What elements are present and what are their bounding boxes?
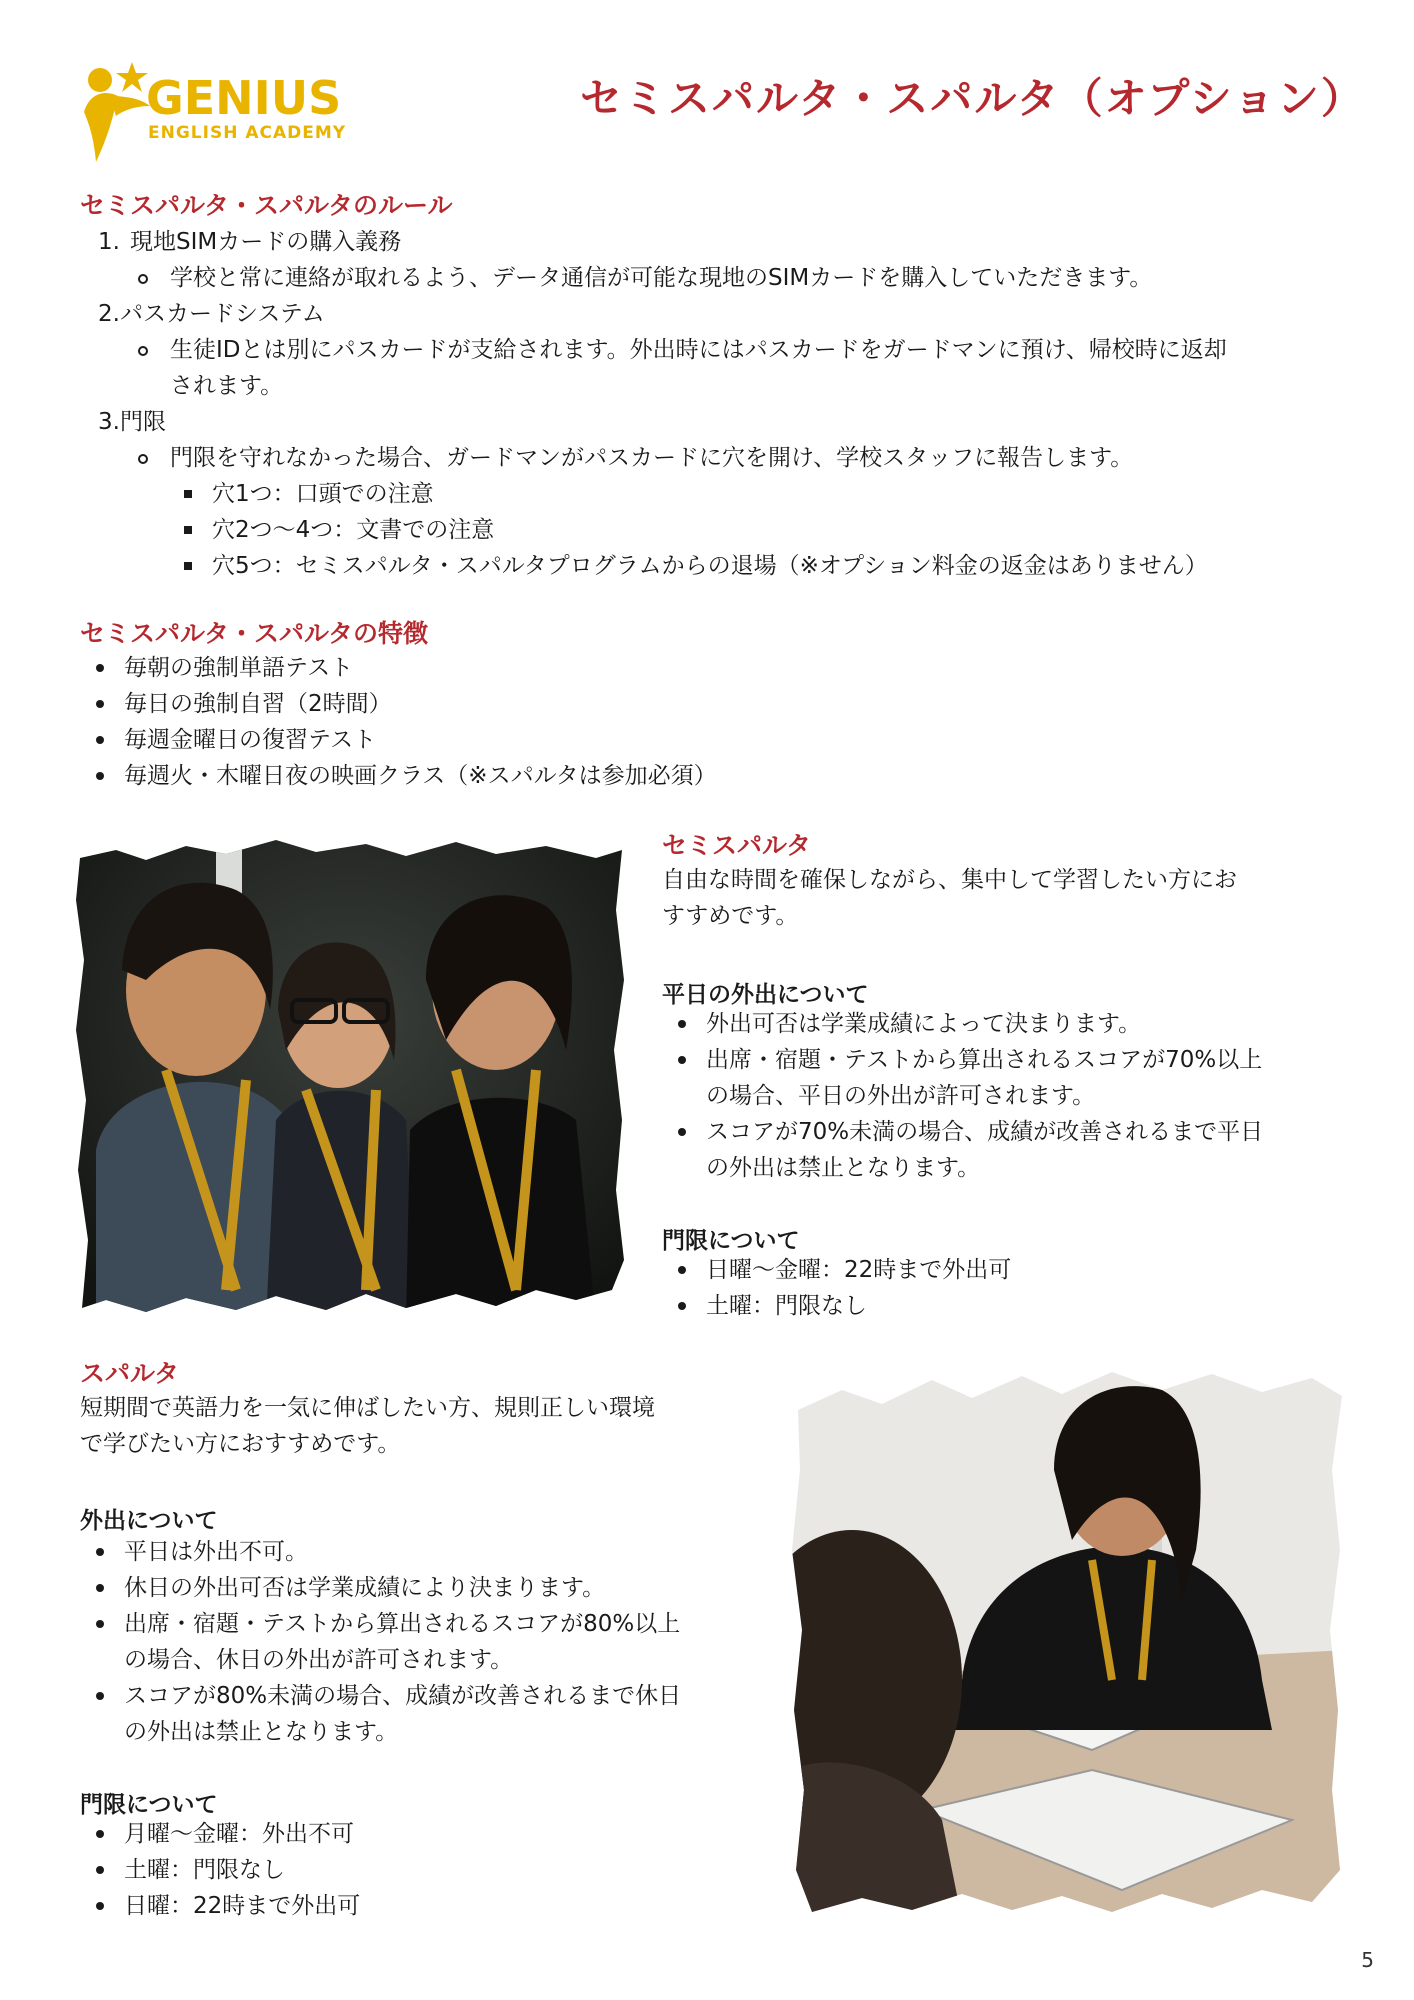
disc-bullet	[96, 1548, 104, 1556]
disc-bullet	[96, 664, 104, 672]
features-list	[80, 650, 880, 794]
rules-heading: セミスパルタ・スパルタのルール	[80, 191, 453, 220]
sparta-outing-text: 出席・宿題・テストから算出されるスコアが80%以上	[124, 1611, 681, 1637]
disc-bullet	[678, 1020, 686, 1028]
rule-subitem-text: 生徒IDとは別にパスカードが支給されます。外出時にはパスカードをガードマンに預け、帰校時に返却	[170, 337, 1227, 363]
sparta-intro	[80, 1390, 800, 1462]
sparta-outing-text: の場合、休日の外出が許可されます。	[124, 1647, 514, 1673]
semi-weekday-item	[662, 1006, 1402, 1042]
students-photo	[76, 820, 626, 1320]
feature-item	[80, 758, 880, 794]
rule-label: パスカードシステム	[120, 301, 325, 327]
sparta-outing-list	[80, 1534, 800, 1750]
rule-subitem	[80, 440, 1400, 476]
logo-name: GENIUS	[146, 71, 342, 125]
disc-bullet	[96, 736, 104, 744]
rule-subsubitem	[80, 548, 1400, 584]
semi-weekday-text: の場合、平日の外出が許可されます。	[706, 1083, 1096, 1109]
sparta-curfew-item	[80, 1816, 800, 1852]
circle-bullet	[138, 346, 148, 356]
disc-bullet	[96, 1584, 104, 1592]
semi-intro-line: すすめです。	[662, 903, 799, 929]
rule-subitem	[80, 260, 1400, 296]
disc-bullet	[96, 1692, 104, 1700]
sparta-curfew-text: 土曜：門限なし	[124, 1857, 285, 1883]
disc-bullet	[678, 1056, 686, 1064]
semi-weekday-item	[662, 1114, 1402, 1186]
circle-bullet	[138, 454, 148, 464]
disc-bullet	[96, 772, 104, 780]
feature-item	[80, 722, 880, 758]
square-bullet	[184, 526, 192, 534]
sparta-intro-line: で学びたい方におすすめです。	[80, 1431, 401, 1457]
rule-label: 門限	[120, 409, 166, 435]
sparta-outing-item	[80, 1534, 800, 1570]
rule-subsubitem-text: 穴1つ：口頭での注意	[212, 481, 434, 507]
rule-subitem	[80, 332, 1400, 404]
semi-curfew-item	[662, 1252, 1402, 1288]
sparta-outing-text: 平日は外出不可。	[124, 1539, 308, 1565]
semi-weekday-heading: 平日の外出について	[662, 982, 869, 1008]
semi-weekday-text: スコアが70%未満の場合、成績が改善されるまで平日	[706, 1119, 1264, 1145]
semi-weekday-text: の外出は禁止となります。	[706, 1155, 981, 1181]
rule-subsubitem	[80, 476, 1400, 512]
disc-bullet	[96, 1866, 104, 1874]
page-title: セミスパルタ・スパルタ（オプション）	[580, 74, 1365, 123]
rule-number: 3.	[98, 409, 120, 435]
logo	[70, 52, 390, 172]
rule-number: 1.	[98, 229, 120, 255]
sparta-outing-text: の外出は禁止となります。	[124, 1719, 399, 1745]
semi-curfew-item	[662, 1288, 1402, 1324]
rule-number: 2.	[98, 301, 120, 327]
sparta-outing-text: スコアが80%未満の場合、成績が改善されるまで休日	[124, 1683, 682, 1709]
rule-item	[80, 296, 1400, 332]
feature-text: 毎日の強制自習（2時間）	[124, 691, 392, 717]
rule-subitem-text: されます。	[170, 373, 284, 399]
page-number: 5	[1361, 1948, 1374, 1972]
semi-weekday-list	[662, 1006, 1402, 1186]
sparta-curfew-text: 月曜〜金曜：外出不可	[124, 1821, 354, 1847]
disc-bullet	[678, 1302, 686, 1310]
disc-bullet	[678, 1128, 686, 1136]
sparta-outing-item	[80, 1570, 800, 1606]
circle-bullet	[138, 274, 148, 284]
semi-intro	[662, 862, 1382, 934]
rule-item	[80, 404, 1400, 440]
logo-subtitle: ENGLISH ACADEMY	[148, 123, 347, 143]
features-heading: セミスパルタ・スパルタの特徴	[80, 619, 429, 648]
feature-item	[80, 686, 880, 722]
semi-curfew-heading: 門限について	[662, 1228, 800, 1254]
rules-list	[80, 224, 1400, 584]
sparta-outing-text: 休日の外出可否は学業成績により決まります。	[124, 1575, 606, 1601]
square-bullet	[184, 562, 192, 570]
disc-bullet	[96, 1830, 104, 1838]
rule-subsubitem-text: 穴2つ〜4つ：文書での注意	[212, 517, 495, 543]
square-bullet	[184, 490, 192, 498]
studying-photo	[792, 1350, 1346, 1920]
rule-item	[80, 224, 1400, 260]
rule-label: 現地SIMカードの購入義務	[130, 229, 402, 255]
sparta-curfew-text: 日曜：22時まで外出可	[124, 1893, 361, 1919]
semi-curfew-list	[662, 1252, 1402, 1324]
rule-subitem-text: 学校と常に連絡が取れるよう、データ通信が可能な現地のSIMカードを購入していただきます。	[170, 265, 1153, 291]
sparta-curfew-item	[80, 1852, 800, 1888]
semi-curfew-text: 日曜〜金曜：22時まで外出可	[706, 1257, 1012, 1283]
semi-intro-line: 自由な時間を確保しながら、集中して学習したい方にお	[662, 867, 1237, 893]
disc-bullet	[96, 1902, 104, 1910]
sparta-outing-item	[80, 1606, 800, 1678]
feature-text: 毎朝の強制単語テスト	[124, 655, 354, 681]
rule-subitem-text: 門限を守れなかった場合、ガードマンがパスカードに穴を開け、学校スタッフに報告します。	[170, 445, 1134, 471]
feature-text: 毎週金曜日の復習テスト	[124, 727, 377, 753]
semi-weekday-text: 出席・宿題・テストから算出されるスコアが70%以上	[706, 1047, 1263, 1073]
sparta-outing-heading: 外出について	[80, 1508, 218, 1534]
semi-weekday-item	[662, 1042, 1402, 1114]
feature-item	[80, 650, 880, 686]
rule-subsubitem-text: 穴5つ：セミスパルタ・スパルタプログラムからの退場（※オプション料金の返金はありません）	[212, 553, 1208, 579]
semi-heading: セミスパルタ	[662, 831, 812, 860]
sparta-curfew-heading: 門限について	[80, 1792, 218, 1818]
feature-text: 毎週火・木曜日夜の映画クラス（※スパルタは参加必須）	[124, 763, 717, 789]
disc-bullet	[96, 700, 104, 708]
sparta-outing-item	[80, 1678, 800, 1750]
rule-subsubitem	[80, 512, 1400, 548]
semi-curfew-text: 土曜：門限なし	[706, 1293, 867, 1319]
semi-weekday-text: 外出可否は学業成績によって決まります。	[706, 1011, 1142, 1037]
disc-bullet	[678, 1266, 686, 1274]
disc-bullet	[96, 1620, 104, 1628]
sparta-heading: スパルタ	[80, 1359, 180, 1388]
sparta-curfew-list	[80, 1816, 800, 1924]
sparta-intro-line: 短期間で英語力を一気に伸ばしたい方、規則正しい環境	[80, 1395, 655, 1421]
sparta-curfew-item	[80, 1888, 800, 1924]
